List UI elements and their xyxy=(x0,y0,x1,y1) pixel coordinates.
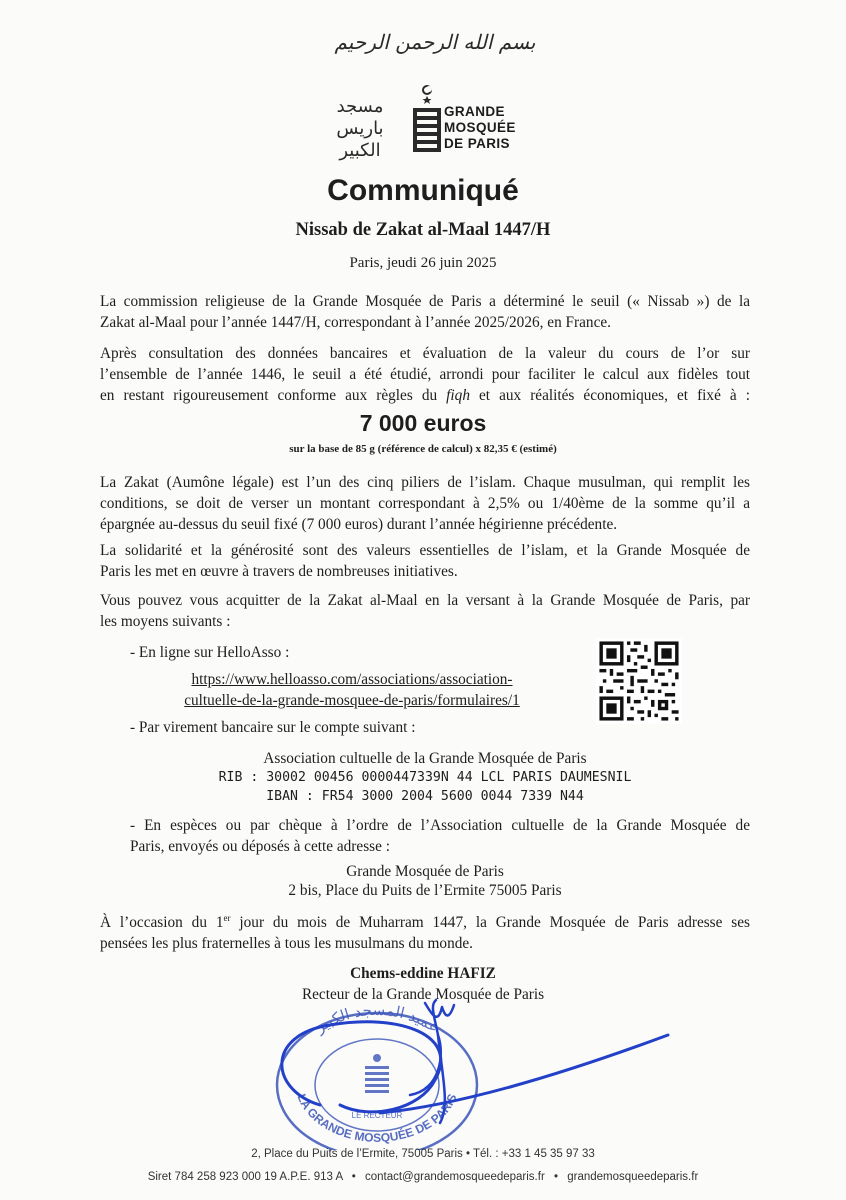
footer-address-phone: 2, Place du Puits de l’Ermite, 75005 Paris • Tél. : +33 1 45 35 97 33 xyxy=(251,1148,595,1160)
basmala-calligraphy: بسم الله الرحمن الرحيم xyxy=(334,30,536,54)
paragraph-line: La Zakat (Aumône légale) est l’un des cinq piliers de l’islam. Chaque musulman, qui remplit les xyxy=(100,474,750,491)
logo-arabic-calligraphy: مسجد باريس الكبير xyxy=(336,96,384,161)
helloasso-qr-code[interactable] xyxy=(596,638,682,724)
bank-details xyxy=(100,749,750,806)
text-run: en restant rigoureusement conforme aux règles du xyxy=(100,387,447,404)
logo-word-3: DE PARIS xyxy=(444,136,510,151)
paragraph-line: les moyens suivants : xyxy=(100,613,231,630)
paragraph-line: l’ensemble de l’année 1446, le seuil a été étudié, arrondi pour faciliter le calcul aux fidèles tout xyxy=(100,366,750,383)
bank-account-holder: Association cultuelle de la Grande Mosquée de Paris xyxy=(263,750,587,767)
page-title: Communiqué xyxy=(327,174,519,207)
nissab-calculation-basis: sur la base de 85 g (référence de calcul) x 82,35 € (estimé) xyxy=(289,443,557,455)
paragraph-line: Après consultation des données bancaires et évaluation de la valeur du cours de l’or sur xyxy=(100,345,750,362)
document-date: Paris, jeudi 26 juin 2025 xyxy=(349,255,497,271)
mosque-emblem-icon xyxy=(410,84,444,156)
logo-word-1: GRANDE xyxy=(444,104,505,119)
helloasso-link-line-1[interactable]: https://www.helloasso.com/associations/association- xyxy=(191,671,513,688)
paragraph-line: Paris, envoyés ou déposés à cette adresse : xyxy=(130,838,390,855)
paragraph-solidarity xyxy=(100,540,750,582)
logo-word-2: MOSQUÉE xyxy=(444,120,516,135)
footer-separator: • xyxy=(351,1171,356,1183)
text-run: et aux réalités économiques, et fixé à : xyxy=(469,387,750,404)
footer-siret: Siret 784 258 923 000 19 A.P.E. 913 A xyxy=(147,1171,343,1183)
paragraph-line: Vous pouvez vous acquitter de la Zakat al-Maal en la versant à la Grande Mosquée de Paris, par xyxy=(100,592,750,609)
paragraph-line xyxy=(100,385,750,406)
paragraph-line: Paris les met en œuvre à travers de nombreuses initiatives. xyxy=(100,563,458,580)
paragraph-payment-intro xyxy=(100,590,750,632)
mosque-logo xyxy=(318,84,548,161)
footer-separator: • xyxy=(553,1171,559,1183)
paragraph-line: épargnée au-dessus du seuil fixé (7 000 euros) durant l’année hégirienne précédente. xyxy=(100,516,618,533)
paragraph-line: pensées les plus fraternelles à tous les musulmans du monde. xyxy=(100,935,473,952)
method-online-label: - En ligne sur HelloAsso : xyxy=(130,644,290,661)
paragraph-line xyxy=(100,912,750,933)
ordinal-suffix: er xyxy=(223,912,231,923)
paragraph-consultation xyxy=(100,343,750,406)
page-subtitle: Nissab de Zakat al-Maal 1447/H xyxy=(295,220,551,240)
stamp-arabic-text: عميد المسجد الكبير xyxy=(311,1000,443,1037)
paragraph-line: La solidarité et la générosité sont des valeurs essentielles de l’islam, et la Grande Mosquée de xyxy=(100,542,750,559)
paragraph-line: conditions, se doit de verser un montant correspondant à 2,5% ou 1/40ème de la somme qu’il a xyxy=(100,495,750,512)
paragraph-line: - En espèces ou par chèque à l’ordre de l’Association cultuelle de la Grande Mosquée de xyxy=(130,817,750,834)
postal-address xyxy=(100,862,750,900)
paragraph-line: Zakat al-Maal pour l’année 1447/H, correspondant à l’année 2025/2026, en France. xyxy=(100,314,611,331)
stamp-recteur-text: LE RECTEUR xyxy=(351,1111,403,1120)
logo-wordmark xyxy=(444,104,554,152)
bank-iban: IBAN : FR54 3000 2004 5600 0044 7339 N44 xyxy=(266,789,584,804)
footer-email-link[interactable]: contact@grandemosqueedeparis.fr xyxy=(364,1171,545,1183)
text-run: À l’occasion du 1 xyxy=(100,914,224,931)
stamp-bottom-text: LA GRANDE MOSQUÉE DE PARIS xyxy=(294,1091,460,1145)
helloasso-link[interactable] xyxy=(152,669,552,711)
address-name: Grande Mosquée de Paris xyxy=(346,863,504,880)
fiqh-term: fiqh xyxy=(446,387,470,404)
paragraph-muharram xyxy=(100,912,750,954)
method-cash-cheque xyxy=(130,815,750,857)
footer-legal-contact xyxy=(0,1171,846,1183)
helloasso-link-line-2[interactable]: cultuelle-de-la-grande-mosquee-de-paris/formulaires/1 xyxy=(184,692,520,709)
nissab-amount: 7 000 euros xyxy=(359,410,487,436)
method-transfer-label: - Par virement bancaire sur le compte suivant : xyxy=(130,719,416,736)
paragraph-zakat-definition xyxy=(100,472,750,535)
paragraph-line: La commission religieuse de la Grande Mosquée de Paris a déterminé le seuil (« Nissab ») de la xyxy=(100,293,750,310)
footer-website-link[interactable]: grandemosqueedeparis.fr xyxy=(567,1171,699,1183)
signatory-name: Chems-eddine HAFIZ xyxy=(350,965,496,982)
text-run: jour du mois de Muharram 1447, la Grande Mosquée de Paris adresse ses xyxy=(230,914,751,931)
paragraph-intro xyxy=(100,291,750,333)
address-street: 2 bis, Place du Puits de l’Ermite 75005 Paris xyxy=(288,882,562,899)
handwritten-signature xyxy=(260,995,680,1135)
signatory-title: Recteur de la Grande Mosquée de Paris xyxy=(301,986,545,1003)
bank-rib: RIB : 30002 00456 0000447339N 44 LCL PARIS DAUMESNIL xyxy=(218,770,632,785)
